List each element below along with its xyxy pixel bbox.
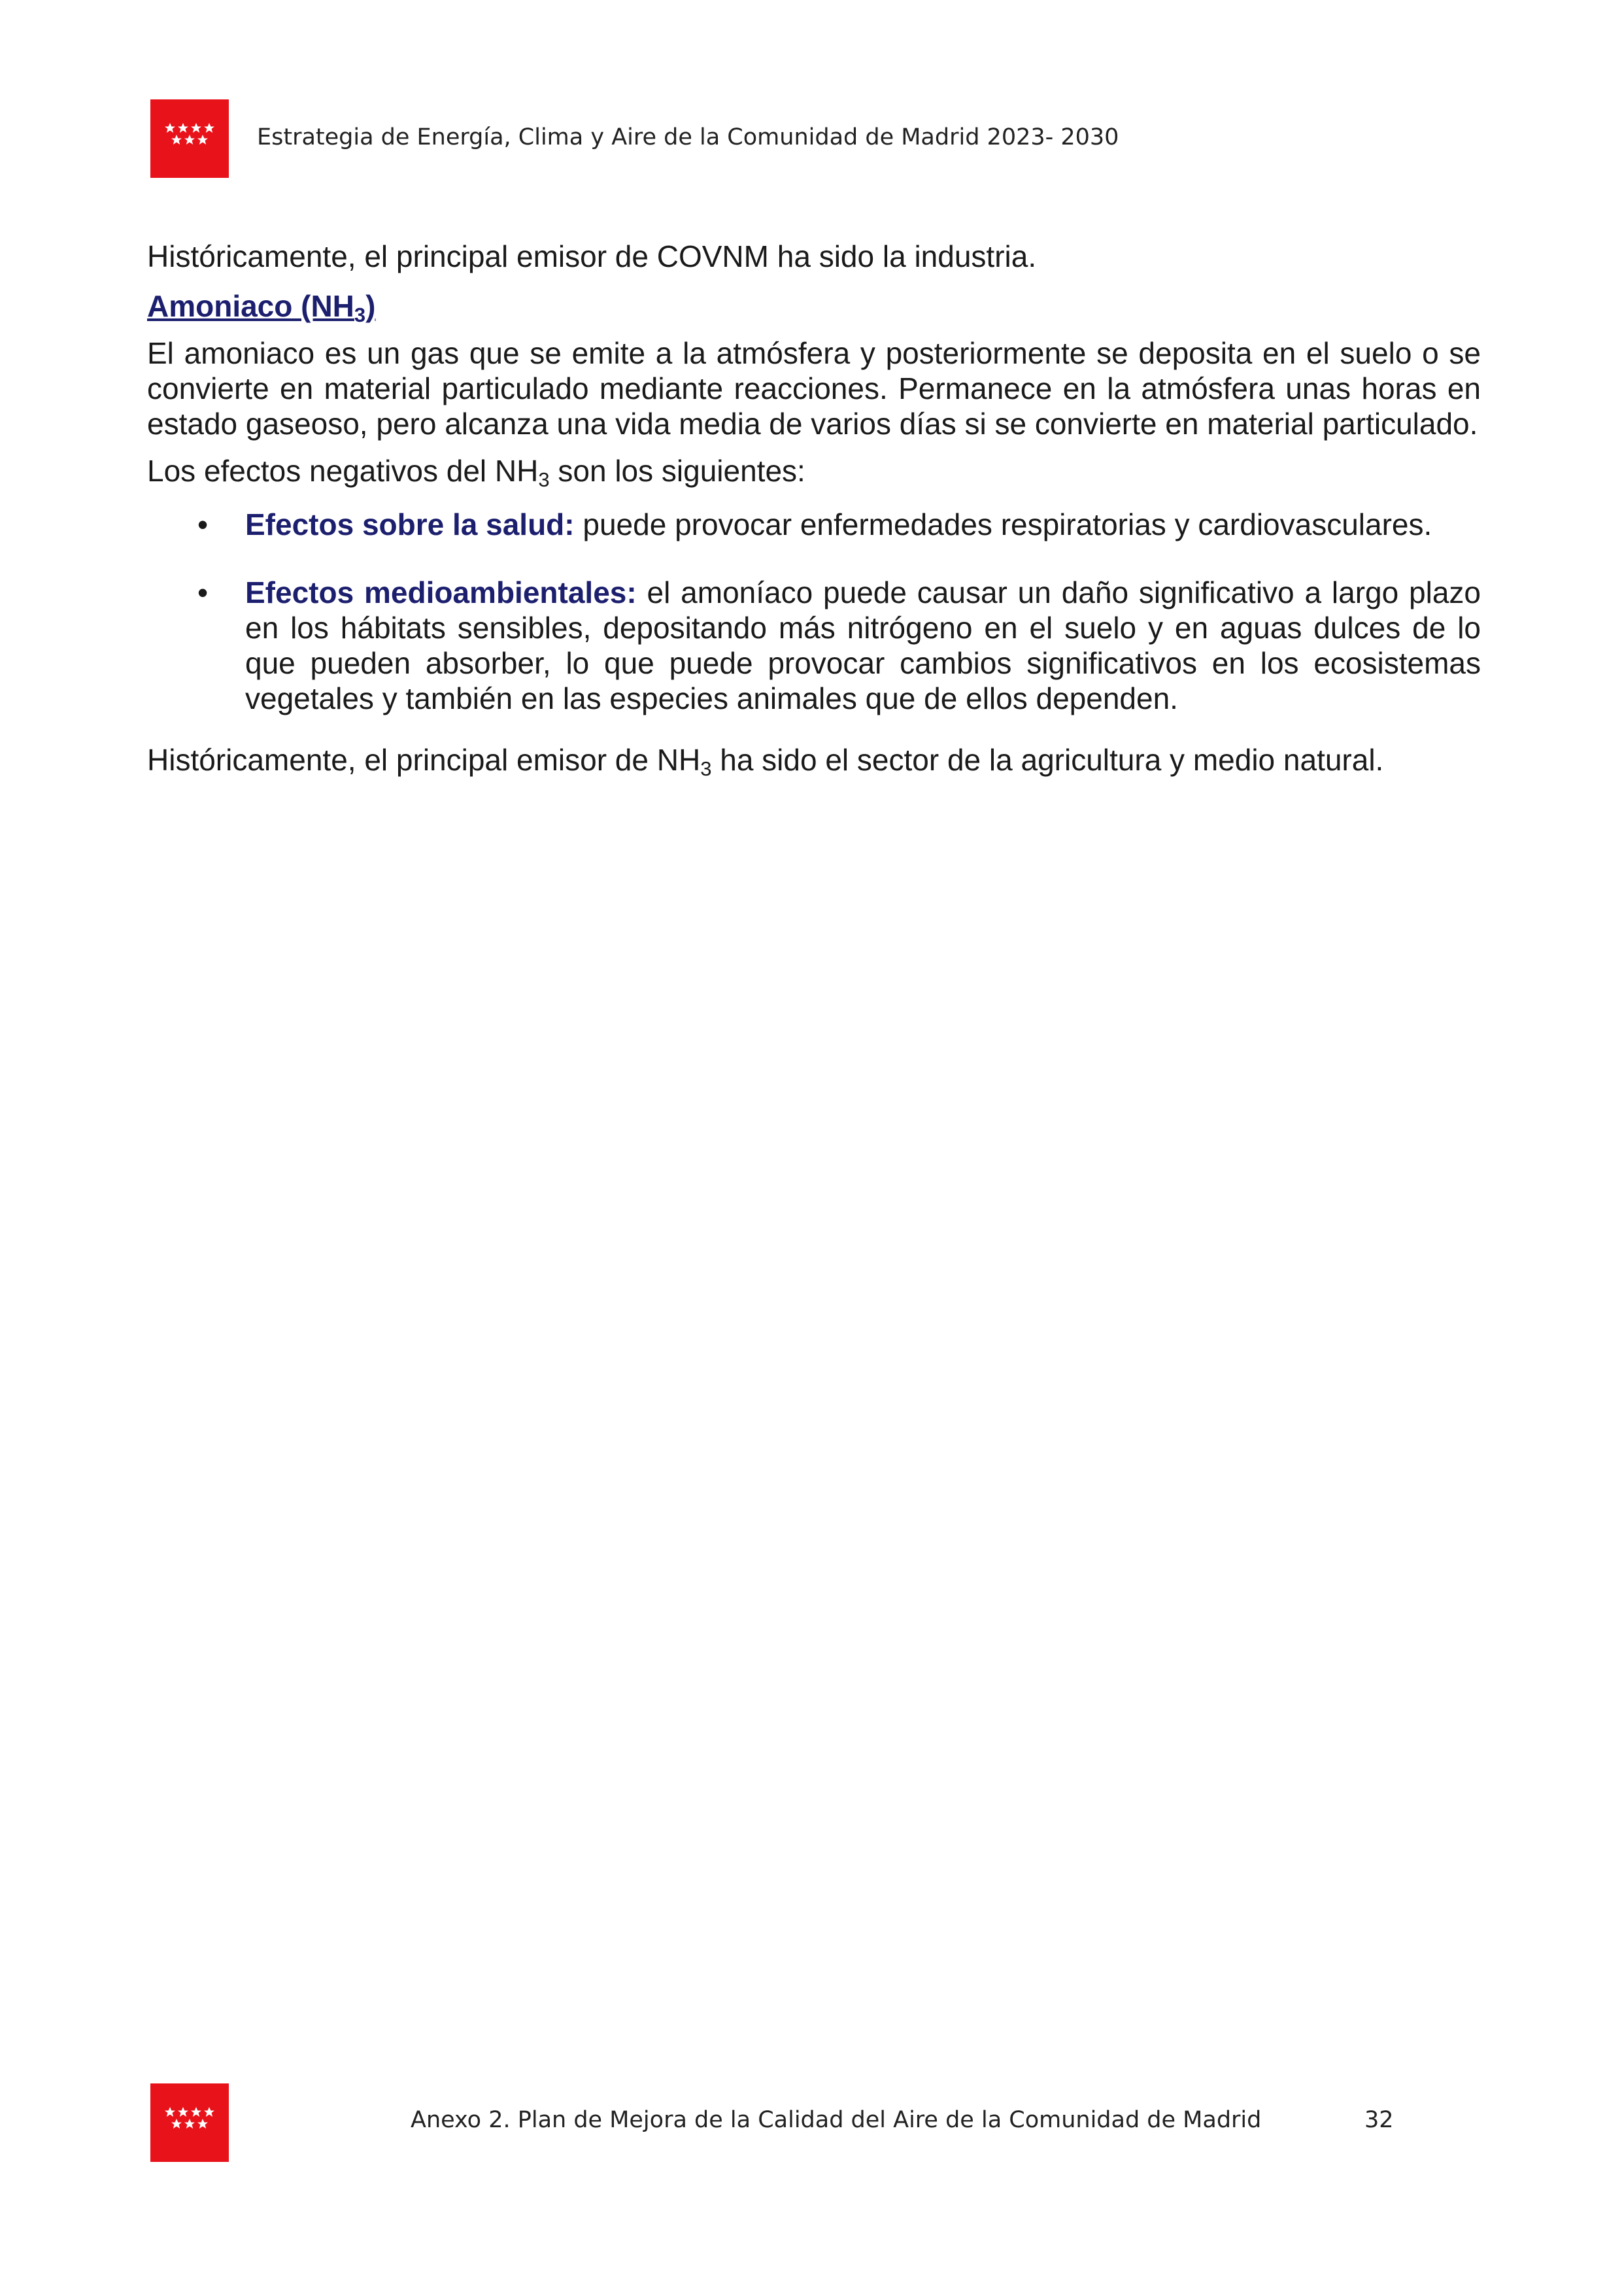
negative-effects-intro xyxy=(147,453,1481,491)
effect-term: Efectos sobre la salud: xyxy=(245,507,575,541)
bullet-icon: • xyxy=(197,507,209,541)
heading-close: ) xyxy=(365,289,376,323)
effects-intro-tail: son los siguientes: xyxy=(549,454,805,488)
heading-text: Amoniaco (NH xyxy=(147,289,354,323)
heading-subscript: 3 xyxy=(354,303,366,326)
intro-paragraph: Históricamente, el principal emisor de COVNM ha sido la industria. xyxy=(147,239,1037,273)
closing-tail: ha sido el sector de la agricultura y medio natural. xyxy=(711,743,1384,777)
closing-paragraph xyxy=(147,742,1481,778)
effects-intro-subscript: 3 xyxy=(538,468,550,491)
page-number: 32 xyxy=(1364,2107,1394,2133)
section-heading-amoniaco xyxy=(147,288,1481,324)
effects-list xyxy=(147,507,1481,716)
list-item xyxy=(147,575,1481,716)
effect-description: puede provocar enfermedades respiratorias y cardiovasculares. xyxy=(574,507,1432,541)
comunidad-madrid-logo-footer xyxy=(150,2083,229,2162)
seven-stars-icon xyxy=(150,2083,229,2162)
document-header-title: Estrategia de Energía, Clima y Aire de la Comunidad de Madrid 2023- 2030 xyxy=(257,124,1119,150)
seven-stars-icon xyxy=(150,99,229,178)
document-footer-title: Anexo 2. Plan de Mejora de la Calidad del Aire de la Comunidad de Madrid xyxy=(411,2107,1262,2133)
amoniaco-description-paragraph: El amoniaco es un gas que se emite a la atmósfera y posteriormente se deposita en el suelo o se convierte en material particulado mediante reacciones. Permanece en la atmósfera unas horas en estado gaseoso, pero alcanza una vida media de varios días si se convierte en material particulado. xyxy=(147,336,1481,441)
effects-intro-text: Los efectos negativos del NH xyxy=(147,454,539,488)
document-body xyxy=(147,239,1481,778)
closing-subscript: 3 xyxy=(700,757,712,780)
closing-text: Históricamente, el principal emisor de NH xyxy=(147,743,701,777)
list-item xyxy=(147,507,1481,542)
comunidad-madrid-logo-header xyxy=(150,99,229,178)
effect-description: el amoníaco puede causar un daño significativo a largo plazo en los hábitats sensibles, depositando más nitrógeno en el suelo y en aguas dulces de lo que pueden absorber, lo que puede provocar cambios significativos en los ecosistemas vegetales y también en las especies animales que de ellos dependen. xyxy=(245,575,1481,715)
bullet-icon: • xyxy=(197,575,209,609)
effect-term: Efectos medioambientales: xyxy=(245,575,637,609)
